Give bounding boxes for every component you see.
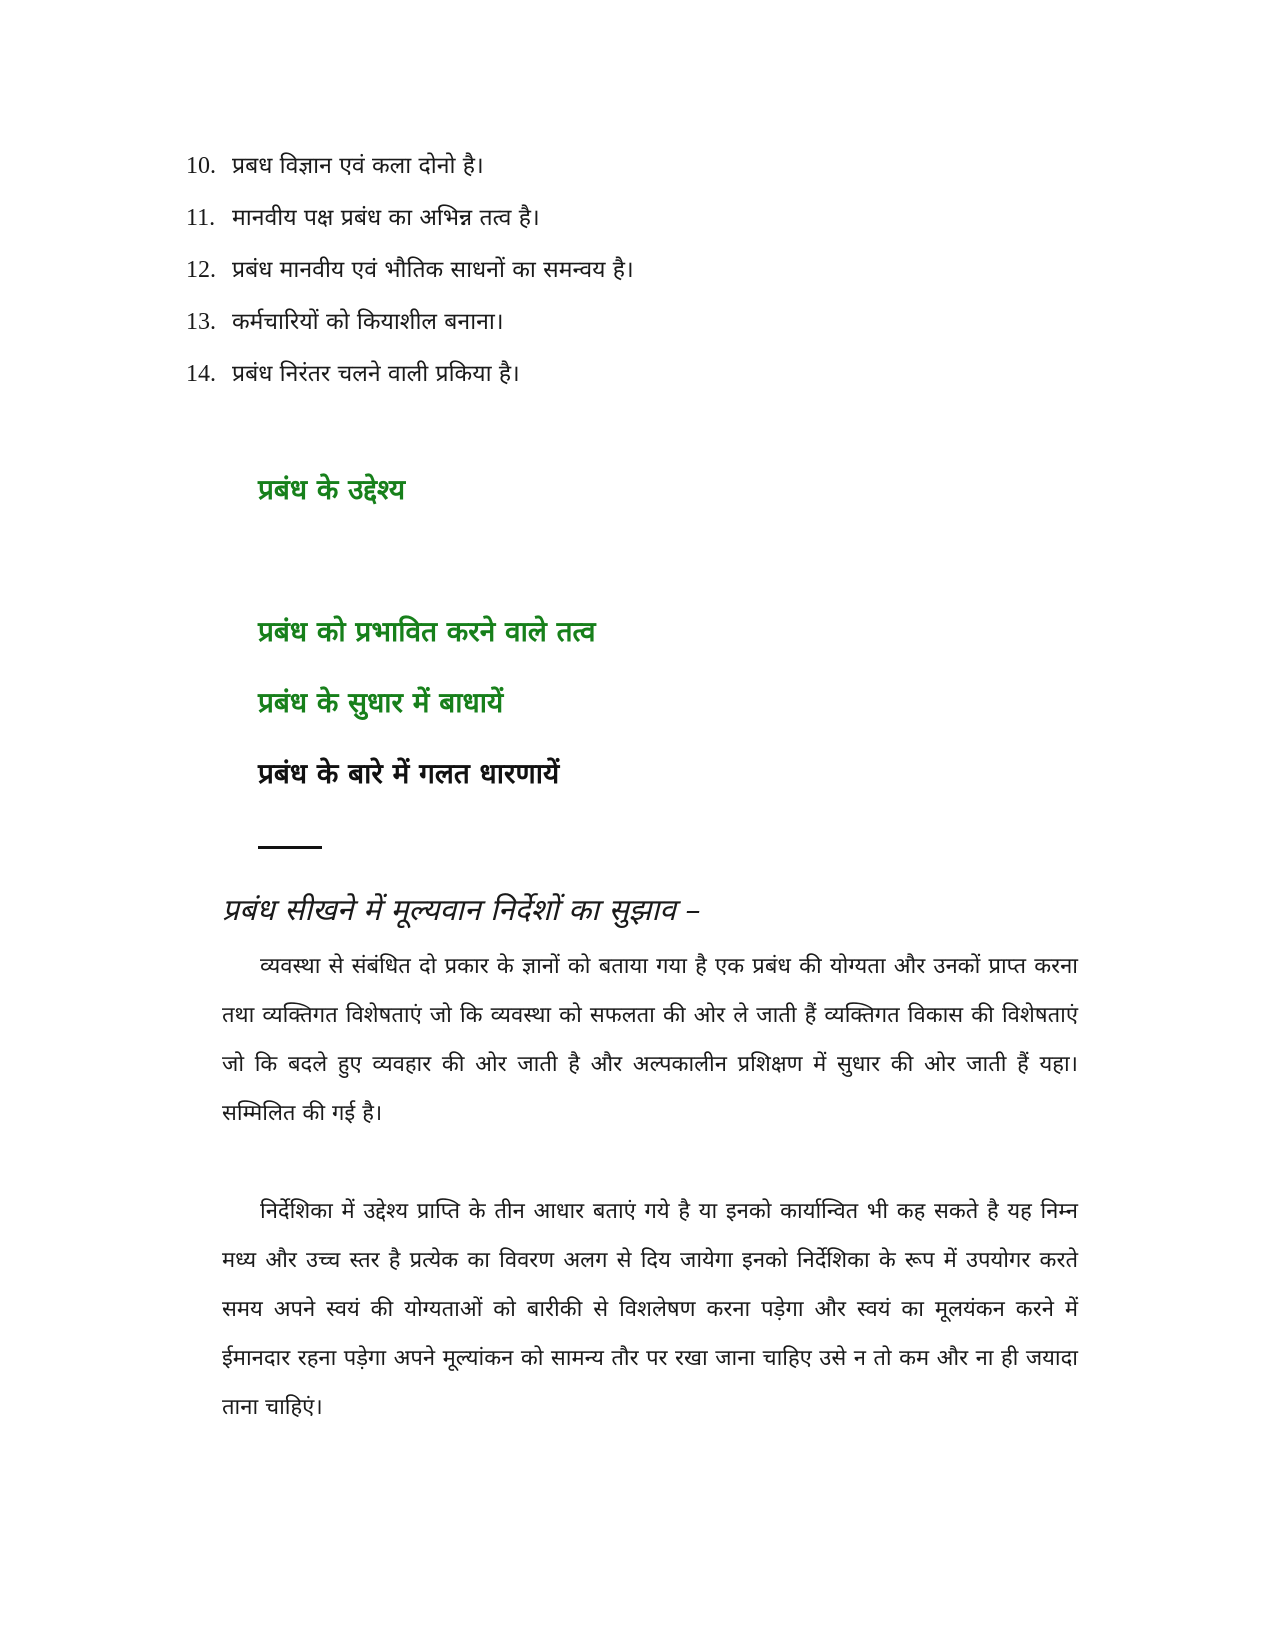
list-item bbox=[186, 304, 1086, 356]
list-item-text: प्रबंध निरंतर चलने वाली प्रकिया है। bbox=[232, 361, 520, 387]
list-item-text: कर्मचारियों को कियाशील बनाना। bbox=[232, 309, 504, 335]
section-title: प्रबंध सीखने में मूल्यवान निर्देशों का सुझाव – bbox=[222, 893, 701, 928]
horizontal-rule bbox=[258, 846, 322, 849]
numbered-list bbox=[186, 148, 1086, 408]
list-item-number: 13. bbox=[186, 309, 216, 335]
list-item bbox=[186, 148, 1086, 200]
list-item bbox=[186, 200, 1086, 252]
list-item-text: मानवीय पक्ष प्रबंध का अभिन्न तत्व है। bbox=[232, 205, 540, 231]
list-item bbox=[186, 356, 1086, 408]
heading-objectives: प्रबंध के उद्देश्य bbox=[258, 473, 406, 506]
paragraph-2: निर्देशिका में उद्देश्य प्राप्ति के तीन आधार बताएं गये है या इनको कार्यान्वित भी कह सकते है यह निम्न मध्य और उच्च स्तर है प्रत्येक का विवरण अलग से दिय जायेगा इनको निर्देशिका के रूप में उपयोगर करते समय अपने स्वयं की योग्यताओं को बारीकी से विशलेषण करना पड़ेगा और स्वयं का मूलयंकन करने में ईमानदार रहना पड़ेगा अपने मूल्यांकन को सामन्य तौर पर रखा जाना चाहिए उसे न तो कम और ना ही जयादा ताना चाहिएं। bbox=[222, 1199, 1078, 1420]
heading-misconceptions: प्रबंध के बारे में गलत धारणायें bbox=[258, 757, 560, 790]
list-item-number: 11. bbox=[186, 205, 216, 231]
list-item bbox=[186, 252, 1086, 304]
paragraph-1: व्यवस्था से संबंधित दो प्रकार के ज्ञानों को बताया गया है एक प्रबंध की योग्यता और उनकों प्राप्त करना तथा व्यक्तिगत विशेषताएं जो कि व्यवस्था को सफलता की ओर ले जाती हैं व्यक्तिगत विकास की विशेषताएं जो कि बदले हुए व्यवहार की ओर जाती है और अल्पकालीन प्रशिक्षण में सुधार की ओर जाती हैं यहा। सम्मिलित की गई है। bbox=[222, 954, 1078, 1126]
list-item-number: 14. bbox=[186, 361, 216, 387]
list-item-number: 12. bbox=[186, 257, 216, 283]
list-item-text: प्रबंध मानवीय एवं भौतिक साधनों का समन्वय है। bbox=[232, 257, 634, 283]
heading-influencing-factors: प्रबंध को प्रभावित करने वाले तत्व bbox=[258, 615, 596, 648]
heading-obstacles: प्रबंध के सुधार में बाधायें bbox=[258, 686, 504, 719]
list-item-number: 10. bbox=[186, 153, 216, 179]
list-item-text: प्रबध विज्ञान एवं कला दोनो है। bbox=[232, 153, 484, 179]
